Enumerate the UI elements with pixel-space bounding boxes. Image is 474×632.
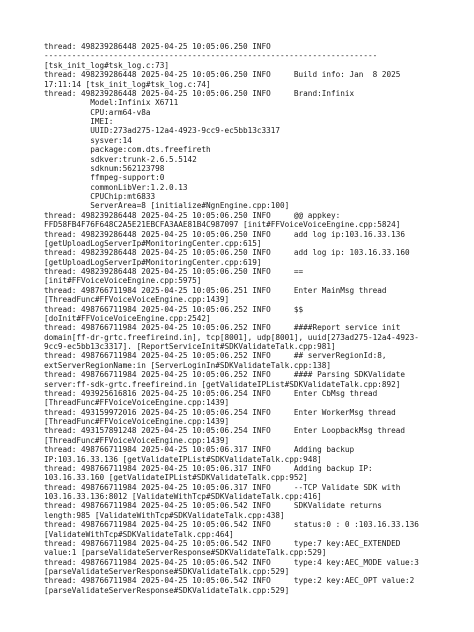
log-line: thread: 498239286448 2025-04-25 10:05:06.250 INFO [44, 42, 271, 51]
log-line: [init#FFVoiceVoiceEngine.cpp:5975] [44, 276, 202, 286]
log-line: thread: 498766711984 2025-04-25 10:05:06.542 INFO type:2 key:AEC_OPT value:2 [44, 576, 415, 586]
log-line: [ThreadFunc#FFVoiceVoiceEngine.cpp:1439] [44, 295, 230, 305]
log-line: CPU:arm64-v8a [44, 107, 151, 117]
log-line: [ThreadFunc#FFVoiceVoiceEngine.cpp:1439] [44, 417, 230, 426]
log-line: thread: 493157891248 2025-04-25 10:05:06.254 INFO Enter LoopbackMsg thread [44, 426, 406, 436]
log-line: commonLibVer:1.2.0.13 [44, 182, 188, 192]
log-line: sdkver:trunk-2.6.5.5142 [44, 154, 197, 164]
log-line: thread: 498766711984 2025-04-25 10:05:06.542 INFO SDKValidate returns [44, 501, 382, 511]
log-line: thread: 498239286448 2025-04-25 10:05:06.250 INFO @@ appkey: [44, 210, 341, 220]
log-line: [ThreadFunc#FFVoiceVoiceEngine.cpp:1439] [44, 435, 230, 445]
log-line: [doInit#FFVoiceVoiceEngine.cpp:2542] [44, 313, 211, 323]
log-line: length:985 [ValidateWithTcp#SDKValidateTalk.cpp:438] [44, 510, 285, 520]
log-line: thread: 498766711984 2025-04-25 10:05:06.542 INFO status:0 : 0 :103.16.33.136 [44, 520, 419, 530]
log-line: thread: 498766711984 2025-04-25 10:05:06.252 INFO $$ [44, 304, 304, 314]
log-line: ffmpeg-support:0 [44, 173, 165, 183]
log-line: thread: 498239286448 2025-04-25 10:05:06.250 INFO add log ip:103.16.33.136 [44, 229, 406, 239]
log-line: Model:Infinix X6711 [44, 98, 179, 108]
log-line: ServerArea=8 [initialize#NgnEngine.cpp:100] [44, 201, 290, 211]
log-line: FFD58FB4F76F648C2A5E21EBCFA3AAE81B4C987097 [init#FFVoiceVoiceEngine.cpp:5824] [44, 220, 401, 230]
log-line: [ValidateWithTcp#SDKValidateTalk.cpp:464] [44, 529, 234, 539]
log-line: thread: 493925616816 2025-04-25 10:05:06.254 INFO Enter CbMsg thread [44, 388, 378, 398]
log-line: IMEI: [44, 117, 114, 126]
log-line: thread: 498239286448 2025-04-25 10:05:06.250 INFO Build info: Jan 8 2025 [44, 70, 401, 80]
log-line: UUID:273ad275-12a4-4923-9cc9-ec5bb13c3317 [44, 126, 281, 136]
log-line: thread: 498239286448 2025-04-25 10:05:06.250 INFO Brand:Infinix [44, 88, 355, 98]
log-line: extServerRegionName:in [ServerLoginIn#SDKValidateTalk.cpp:138] [44, 360, 331, 370]
log-line: thread: 498766711984 2025-04-25 10:05:06.252 INFO ## serverRegionId:8, [44, 351, 387, 361]
log-line: domain[ff-dr-grtc.freefireind.in], tcp[8001], udp[8001], uuid[273ad275-12a4-4923- [44, 332, 419, 342]
log-line: [getUploadLogServerIp#MonitoringCenter.cpp:619] [44, 257, 262, 267]
log-line: thread: 498766711984 2025-04-25 10:05:06.317 INFO Adding backup [44, 445, 355, 455]
log-line: value:1 [parseValidateServerResponse#SDKValidateTalk.cpp:529] [44, 548, 327, 558]
log-line: thread: 498766711984 2025-04-25 10:05:06.317 INFO --TCP Validate SDK with [44, 482, 401, 492]
log-line: thread: 498239286448 2025-04-25 10:05:06.250 INFO == [44, 267, 304, 276]
log-line: [parseValidateServerResponse#SDKValidateTalk.cpp:529] [44, 585, 290, 595]
log-line: thread: 498766711984 2025-04-25 10:05:06.252 INFO #### Parsing SDKValidate [44, 370, 406, 380]
log-line: ------------------------------------------------------------------------ [44, 51, 378, 61]
log-line: [ThreadFunc#FFVoiceVoiceEngine.cpp:1439] [44, 398, 230, 408]
log-line: thread: 498766711984 2025-04-25 10:05:06.251 INFO Enter MainMsg thread [44, 285, 387, 295]
log-line: thread: 498766711984 2025-04-25 10:05:06.317 INFO Adding backup IP: [44, 463, 373, 473]
log-line: 103.16.33.160 [getValidateIPList#SDKValidateTalk.cpp:952] [44, 473, 308, 483]
log-line: 9cc9-ec5bb13c3317]. [ReportServiceInit#SDKValidateTalk.cpp:981] [44, 342, 336, 351]
log-line: sdknum:562123798 [44, 163, 165, 173]
log-line: server:ff-sdk-grtc.freefireind.in [getValidateIPList#SDKValidateTalk.cpp:892] [44, 379, 401, 389]
log-line: [parseValidateServerResponse#SDKValidateTalk.cpp:529] [44, 567, 290, 576]
log-line: thread: 498766711984 2025-04-25 10:05:06.252 INFO ####Report service init [44, 323, 401, 333]
log-line: [tsk_init_log#tsk_log.c:73] [44, 60, 169, 70]
log-line: package:com.dts.freefireth [44, 145, 211, 155]
log-line: IP:103.16.33.136 [getValidateIPList#SDKValidateTalk.cpp:948] [44, 454, 322, 464]
log-line: thread: 498766711984 2025-04-25 10:05:06.542 INFO type:7 key:AEC_EXTENDED [44, 538, 401, 548]
log-line: 17:11:14 [tsk_init_log#tsk_log.c:74] [44, 79, 211, 89]
log-line: sysver:14 [44, 135, 132, 145]
log-line: CPUChip:mt6833 [44, 192, 156, 201]
log-line: thread: 493159972016 2025-04-25 10:05:06.254 INFO Enter WorkerMsg thread [44, 407, 396, 417]
log-text-block [44, 42, 464, 595]
log-line: [getUploadLogServerIp#MonitoringCenter.cpp:615] [44, 238, 262, 248]
log-line: thread: 498239286448 2025-04-25 10:05:06.250 INFO add log ip: 103.16.33.160 [44, 248, 410, 258]
log-line: thread: 498766711984 2025-04-25 10:05:06.542 INFO type:4 key:AEC_MODE value:3 [44, 557, 419, 567]
log-line: 103.16.33.136:8012 [ValidateWithTcp#SDKValidateTalk.cpp:416] [44, 492, 322, 501]
